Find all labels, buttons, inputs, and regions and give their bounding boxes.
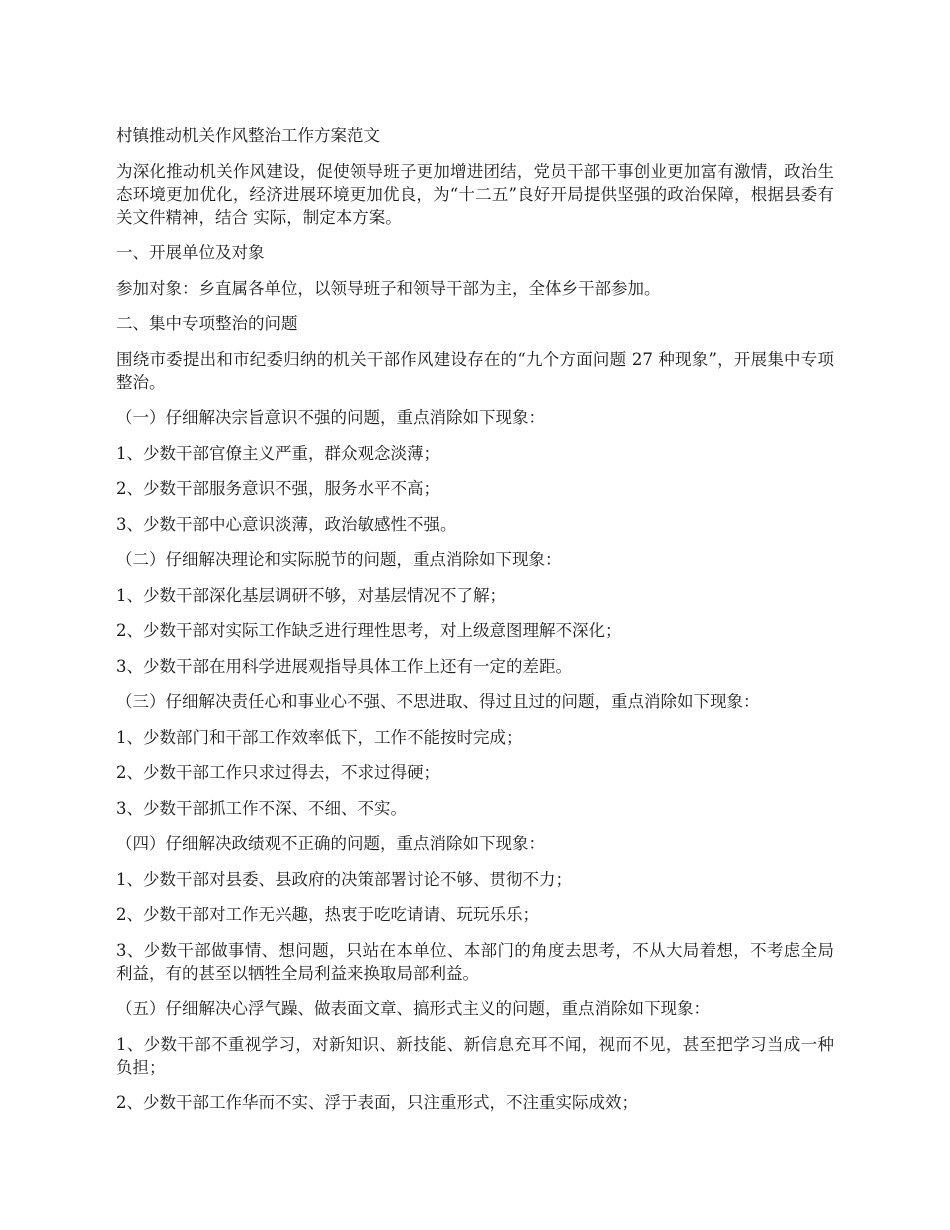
- list-item: 2、少数干部对工作无兴趣，热衷于吃吃请请、玩玩乐乐；: [116, 905, 539, 924]
- subsection-heading: （五）仔细解决心浮气躁、做表面文章、搞形式主义的问题，重点消除如下现象：: [116, 999, 710, 1018]
- list-item: 1、少数干部官僚主义严重，群众观念淡薄；: [116, 443, 440, 463]
- subsection-heading: （四）仔细解决政绩观不正确的问题，重点消除如下现象：: [116, 834, 545, 853]
- list-item: 3、少数干部中心意识淡薄，政治敏感性不强。: [116, 514, 457, 534]
- subsection-heading: （三）仔细解决责任心和事业心不强、不思进取、得过且过的问题，重点消除如下现象：: [116, 692, 760, 711]
- paragraph: 参加对象：乡直属各单位，以领导班子和领导干部为主，全体乡干部参加。: [116, 278, 661, 298]
- section-heading: 一、开展单位及对象: [116, 243, 265, 262]
- list-item: 1、少数干部深化基层调研不够，对基层情况不了解；: [116, 585, 506, 605]
- list-item: 2、少数干部服务意识不强，服务水平不高；: [116, 479, 440, 498]
- list-item: 3、少数干部在用科学进展观指导具体工作上还有一定的差距。: [116, 656, 572, 676]
- list-item: 3、少数干部抓工作不深、不细、不实。: [116, 798, 407, 818]
- list-item: 1、少数干部不重视学习，对新知识、新技能、新信息充耳不闻，视而不见，甚至把学习当成一种负担；: [116, 1034, 834, 1077]
- document-body: [116, 124, 834, 1127]
- section-heading: 二、集中专项整治的问题: [116, 314, 298, 333]
- paragraph: 为深化推动机关作风建设，促使领导班子更加增进团结，党员干部干事创业更加富有激情，政治生态环境更加优化，经济进展环境更加优良，为“十二五”良好开局提供坚强的政治保障，根据县委有关文件精神，结合 实际，制定本方案。: [116, 161, 834, 227]
- list-item: 3、少数干部做事情、想问题，只站在本单位、本部门的角度去思考，不从大局着想，不考虑全局利益，有的甚至以牺牲全局利益来换取局部利益。: [116, 940, 834, 983]
- document-title: 村镇推动机关作风整治工作方案范文: [116, 126, 380, 145]
- list-item: 2、少数干部对实际工作缺乏进行理性思考，对上级意图理解不深化；: [116, 621, 622, 640]
- subsection-heading: （二）仔细解决理论和实际脱节的问题，重点消除如下现象：: [116, 550, 562, 569]
- list-item: 2、少数干部工作只求过得去，不求过得硬；: [116, 763, 440, 782]
- list-item: 2、少数干部工作华而不实、浮于表面，只注重形式，不注重实际成效；: [116, 1093, 638, 1112]
- paragraph: 围绕市委提出和市纪委归纳的机关干部作风建设存在的“九个方面问题 27 种现象”，开展集中专项整治。: [116, 349, 834, 392]
- list-item: 1、少数部门和干部工作效率低下，工作不能按时完成；: [116, 727, 523, 747]
- subsection-heading: （一）仔细解决宗旨意识不强的问题，重点消除如下现象：: [116, 408, 545, 427]
- list-item: 1、少数干部对县委、县政府的决策部署讨论不够、贯彻不力；: [116, 869, 572, 889]
